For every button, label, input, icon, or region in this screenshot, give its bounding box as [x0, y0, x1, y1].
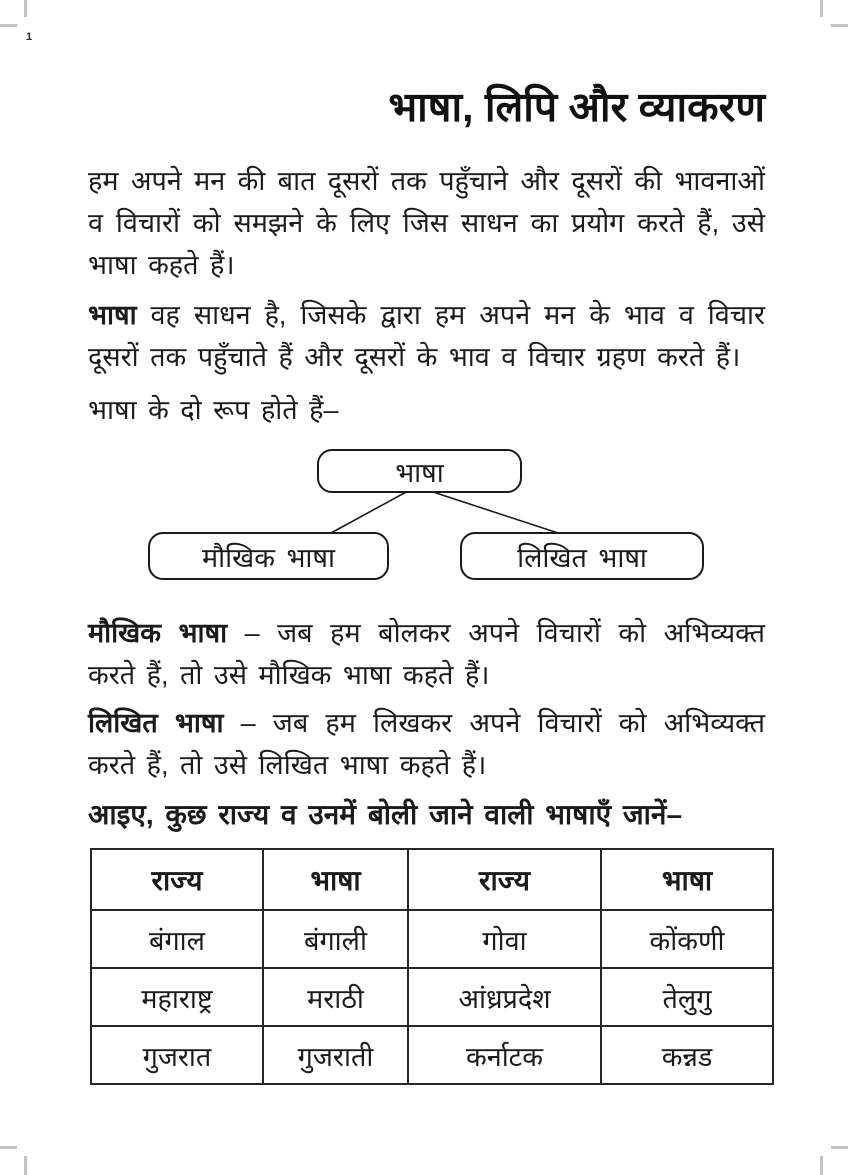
- page-number: 1: [26, 31, 33, 43]
- table-cell: मराठी: [263, 968, 408, 1026]
- table-cell: गुजराती: [263, 1026, 408, 1084]
- table-cell: गुजरात: [91, 1026, 263, 1084]
- bhasha-definition-lead: भाषा: [88, 300, 137, 330]
- table-cell: बंगाल: [91, 910, 263, 968]
- table-header-language-1: भाषा: [263, 849, 408, 910]
- table-header-language-2: भाषा: [601, 849, 773, 910]
- table-row: [91, 1026, 773, 1084]
- diagram-node-bhasha: भाषा: [317, 449, 522, 493]
- intro-paragraph: हम अपने मन की बात दूसरों तक पहुँचाने और दूसरों की भावनाओं व विचारों को समझने के लिए जिस साधन का प्रयोग करते हैं, उसे भाषा कहते हैं।: [88, 166, 765, 280]
- crop-mark-bottom-right-vertical: [820, 1156, 823, 1175]
- crop-mark-top-right-vertical: [820, 0, 823, 17]
- table-cell: कोंकणी: [601, 910, 773, 968]
- bhasha-definition-text: वह साधन है, जिसके द्वारा हम अपने मन के भाव व विचार दूसरों तक पहुँचाते हैं और दूसरों के भाव व विचार ग्रहण करते हैं।: [88, 300, 765, 372]
- maukhik-text: – जब हम बोलकर अपने विचारों को अभिव्यक्त करते हैं, तो उसे मौखिक भाषा कहते हैं।: [88, 618, 765, 690]
- table-cell: कर्नाटक: [408, 1026, 601, 1084]
- crop-mark-top-left-horizontal: [0, 24, 17, 27]
- likhit-lead: लिखित भाषा: [88, 708, 224, 738]
- table-header-row: [91, 849, 773, 910]
- chapter-title: भाषा, लिपि और व्याकरण: [388, 84, 765, 130]
- table-header-state-1: राज्य: [91, 849, 263, 910]
- maukhik-paragraph: [88, 612, 765, 696]
- maukhik-lead: मौखिक भाषा: [88, 618, 228, 648]
- bhasha-definition-paragraph: [88, 294, 765, 378]
- crop-mark-top-right-horizontal: [831, 24, 848, 27]
- table-cell: तेलुगु: [601, 968, 773, 1026]
- two-forms-line: भाषा के दो रूप होते हैं–: [88, 395, 339, 425]
- diagram-node-likhit-bhasha: लिखित भाषा: [460, 532, 704, 580]
- table-cell: आंध्रप्रदेश: [408, 968, 601, 1026]
- crop-mark-bottom-right-horizontal: [831, 1146, 848, 1149]
- language-forms-diagram: [88, 448, 770, 584]
- table-cell: महाराष्ट्र: [91, 968, 263, 1026]
- states-languages-table: [90, 848, 774, 1085]
- table-row: [91, 968, 773, 1026]
- table-header-state-2: राज्य: [408, 849, 601, 910]
- states-languages-heading: आइए, कुछ राज्य व उनमें बोली जाने वाली भाषाएँ जानें–: [88, 799, 683, 830]
- table-cell: बंगाली: [263, 910, 408, 968]
- likhit-paragraph: [88, 702, 765, 786]
- table-cell: कन्नड: [601, 1026, 773, 1084]
- crop-mark-bottom-left-vertical: [24, 1156, 27, 1175]
- table-row: [91, 910, 773, 968]
- table-cell: गोवा: [408, 910, 601, 968]
- diagram-node-maukhik-bhasha: मौखिक भाषा: [148, 532, 389, 580]
- page-content: [88, 0, 765, 1085]
- crop-mark-bottom-left-horizontal: [0, 1146, 17, 1149]
- crop-mark-top-left-vertical: [24, 0, 27, 17]
- likhit-text: – जब हम लिखकर अपने विचारों को अभिव्यक्त करते हैं, तो उसे लिखित भाषा कहते हैं।: [88, 708, 766, 780]
